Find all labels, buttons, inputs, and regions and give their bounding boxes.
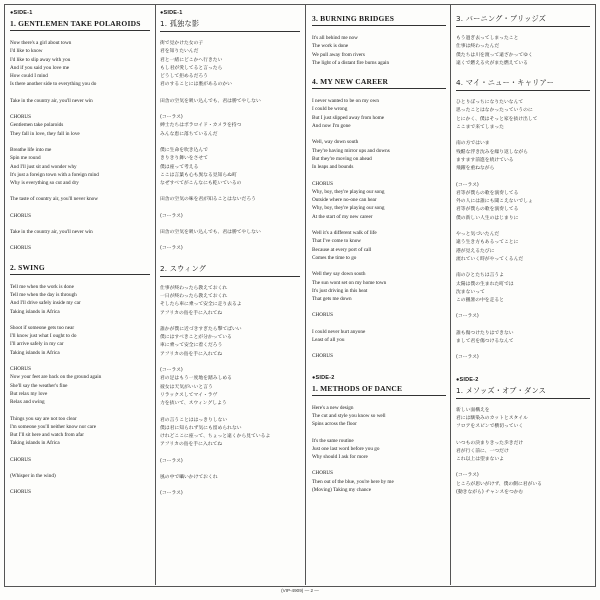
- lyric-line: 田舎の空気の味を君が知ることはないだろう: [160, 197, 256, 203]
- lyric-line: The sun wont set on my home town: [312, 279, 387, 286]
- verse-block: [456, 35, 590, 68]
- lyric-line: Shoot if someone gets too near: [10, 324, 75, 331]
- lyric-line: みんな恵に落ちているんだ: [160, 131, 218, 137]
- lyric-line: I'd like to slip away with you: [10, 56, 71, 63]
- lyric-line: 飛躍を重ねながら: [456, 166, 495, 172]
- song-title: 4. MY NEW CAREER: [312, 77, 446, 89]
- lyric-line: Outside where no-one can hear: [312, 197, 377, 204]
- lyric-line: Breathe life into me: [10, 146, 52, 153]
- lyric-line: And I'll drive safely inside my car: [10, 300, 81, 307]
- side-label: ●SIDE-1: [160, 10, 183, 16]
- lyric-line: Well it's a different walk of life: [312, 230, 377, 237]
- lyric-line: 車に乗って安全に着くだろう: [160, 343, 223, 349]
- song-title: 1. メソッズ・オブ・ダンス: [456, 386, 590, 399]
- column-2-japanese-side-1: [160, 10, 300, 585]
- lyric-line: まして君を傷つけるなんて: [456, 339, 514, 345]
- verse-block: [10, 488, 150, 496]
- lyric-line: And if you said you love me: [10, 64, 70, 71]
- lyric-line: I could never hurt anyone: [312, 328, 366, 335]
- lyric-line: Take in the country air, you'll never win: [10, 229, 93, 236]
- lyric-line: フロアをスピンで横切っていく: [456, 424, 524, 430]
- lyric-line: けれどここに座って、ちょっと遠くから見ているよ: [160, 434, 271, 440]
- verse-block: [160, 229, 300, 237]
- lyric-line: It's the same routine: [312, 437, 354, 444]
- lyric-line: And I'll just sit and wonder why: [10, 163, 77, 170]
- lyric-line: 風の中で囁いかけておくれ: [160, 474, 218, 480]
- column-divider: [450, 4, 451, 585]
- chorus-label: CHORUS: [10, 489, 32, 496]
- lyric-line: 君等が僕らの歌を演奏してる: [456, 190, 519, 196]
- lyric-line: Why should I ask for more: [312, 454, 368, 461]
- lyric-line: I'd like to know: [10, 48, 43, 55]
- side-label: ●SIDE-1: [10, 10, 33, 16]
- lyric-line: 君には馴染みのカットとスタイル: [456, 415, 528, 421]
- lyric-line: 君と一緒にどこかへ行きたい: [160, 57, 223, 63]
- lyric-line: 流れていく時がやってくるんだ: [456, 256, 524, 262]
- verse-block: [456, 330, 590, 347]
- verse-block: [312, 34, 446, 67]
- lyric-line: アフリカの島を手に入れてね: [160, 442, 223, 448]
- lyric-line: Here's a new design: [312, 404, 354, 411]
- chorus-label: (コーラス): [160, 115, 183, 121]
- song-title: 2. SWING: [10, 263, 150, 275]
- chorus-label: (コーラス): [160, 458, 183, 464]
- lyric-line: アフリカの島を手に入れてね: [160, 351, 223, 357]
- lyric-line: Just one last word before you go: [312, 445, 380, 452]
- lyric-line: 力を抜いて、スウィングしよう: [160, 401, 227, 407]
- chorus-label: (コーラス): [456, 182, 479, 188]
- song-title: 4. マイ・ニュー・キャリアー: [456, 78, 590, 91]
- lyric-line: リラックスしてマイ・ラヴ: [160, 392, 218, 398]
- column-divider: [305, 4, 306, 585]
- lyric-line: 港が見えるたびに: [456, 248, 495, 254]
- verse-block: [160, 196, 300, 204]
- verse-block: [10, 39, 150, 89]
- lyric-line: 君を知りたいんだ: [160, 49, 199, 55]
- song-section: [312, 14, 446, 67]
- verse-block: [312, 469, 446, 494]
- verse-block: [10, 324, 150, 357]
- lyric-line: 南のひとたちは言うよ: [456, 273, 504, 279]
- lyric-line: We pull away from rivers: [312, 51, 365, 58]
- song-title: 1. METHODS OF DANCE: [312, 384, 446, 396]
- lyric-line: やっと気づいたんだ: [456, 232, 500, 238]
- lyric-line: Relax and swing: [10, 399, 45, 406]
- lyric-line: もし君が愛してると言ったら: [160, 65, 223, 71]
- verse-block: [312, 270, 446, 303]
- lyric-line: I could be wrong: [312, 106, 348, 113]
- lyric-line: 沈まないって: [456, 289, 485, 295]
- chorus-label: CHORUS: [10, 456, 32, 463]
- lyric-line: 南の方ではいま: [456, 141, 490, 147]
- chorus-label: (コーラス): [160, 246, 183, 252]
- verse-block: [456, 440, 590, 465]
- lyric-line: But they're moving on ahead: [312, 155, 372, 162]
- lyric-line: 僕は君に知られず気にも留められない: [160, 425, 242, 431]
- song-section: [456, 377, 590, 498]
- lyric-line: (Moving) Taking my chance: [312, 486, 372, 493]
- lyric-line: Spin me round: [10, 155, 41, 162]
- verse-block: [10, 228, 150, 236]
- lyric-line: 新しい面構えを: [456, 407, 490, 413]
- lyric-line: That I've come to know: [312, 238, 362, 245]
- chorus-label: (コーラス): [456, 473, 479, 479]
- lyric-line: Then out of the blue, you're here by me: [312, 478, 394, 485]
- verse-block: [456, 99, 590, 132]
- verse-block: [160, 114, 300, 139]
- verse-block: [10, 195, 150, 203]
- lyric-line: In leaps and bounds: [312, 164, 354, 171]
- lyric-line: Spins across the floor: [312, 421, 357, 428]
- chorus-label: CHORUS: [10, 245, 32, 252]
- lyric-line: とにかく、僕はそっと家を抜け出して: [456, 116, 538, 122]
- lyric-line: It's just driving in this heat: [312, 287, 368, 294]
- song-title: 1. 孤独な影: [160, 19, 300, 32]
- verse-block: [160, 474, 300, 482]
- column-3-english: [312, 14, 446, 585]
- lyric-line: 彼女は天気がいいと言う: [160, 384, 213, 390]
- verse-block: [10, 146, 150, 187]
- verse-block: [456, 407, 590, 432]
- verse-block: [312, 97, 446, 130]
- lyric-line: 君のすることには裏があるのかい: [160, 82, 232, 88]
- verse-block: [160, 285, 300, 318]
- lyric-line: 仕事は終わったんだ: [456, 44, 500, 50]
- lyric-line: もう過ぎ去ってしまったこと: [456, 36, 519, 41]
- lyric-line: 田舎の空気を吸い込んでも、君は勝てやしない: [160, 98, 261, 104]
- verse-block: [312, 437, 446, 462]
- verse-block: [10, 212, 150, 220]
- chorus-label: CHORUS: [10, 212, 32, 219]
- side-label: ●SIDE-2: [456, 376, 479, 383]
- lyric-line: 誰かが僕に近づきすぎたら撃てばいい: [160, 326, 242, 332]
- side-label: ●SIDE-2: [312, 374, 335, 381]
- lyric-line: ここまで来てしまった: [456, 125, 504, 131]
- verse-block: [160, 367, 300, 408]
- lyric-line: They fall in love, they fall in love: [10, 130, 80, 137]
- chorus-label: CHORUS: [312, 470, 334, 477]
- verse-block: [160, 40, 300, 90]
- lyric-line: 一日が終わったら教えておくれ: [160, 293, 228, 299]
- lyric-line: Gentlemen take polaroids: [10, 122, 64, 129]
- lyric-line: Comes the time to go: [312, 254, 357, 261]
- verse-block: [456, 272, 590, 305]
- lyric-line: I'll arrive safely in my car: [10, 341, 64, 348]
- column-divider: [155, 4, 156, 585]
- lyric-line: Why is everything so cut and dry: [10, 180, 79, 187]
- chorus-label: CHORUS: [10, 366, 32, 373]
- song-section: [312, 77, 446, 360]
- verse-block: [312, 404, 446, 429]
- lyric-line: 僕は座って考える: [160, 164, 199, 170]
- song-section: [160, 19, 300, 254]
- lyric-line: 君の言うことははっきりしない: [160, 417, 228, 423]
- column-1-english-side-1: [10, 10, 150, 585]
- song-section: [160, 264, 300, 499]
- verse-block: [10, 472, 150, 480]
- verse-block: [456, 231, 590, 264]
- verse-block: [312, 180, 446, 221]
- chorus-label: (コーラス): [160, 213, 183, 219]
- verse-block: [10, 244, 150, 252]
- verse-block: [10, 365, 150, 406]
- lyric-line: Take in the country air, you'll never win: [10, 97, 93, 104]
- song-title: 3. バーニング・ブリッジズ: [456, 14, 590, 27]
- chorus-label: (コーラス): [160, 491, 183, 497]
- lyric-line: 街で見かけた女の子: [160, 41, 204, 46]
- chorus-label: CHORUS: [312, 312, 334, 319]
- lyric-line: I'm someone you'll neither know nor care: [10, 423, 96, 430]
- chorus-label: CHORUS: [312, 353, 334, 360]
- lyric-line: 僕たちは川を渡って遠ざかってゆく: [456, 52, 533, 58]
- song-section: [10, 263, 150, 497]
- lyric-line: Least of all you: [312, 337, 345, 344]
- lyric-line: Now there's a girl about town: [10, 40, 72, 46]
- verse-block: [10, 283, 150, 316]
- lyric-line: 外の人には誰にも聞こえないでしょ: [456, 199, 533, 205]
- verse-block: [312, 138, 446, 171]
- song-section: [456, 78, 590, 362]
- lyric-line: ますます前進を続けている: [456, 157, 514, 163]
- lyric-line: どうして拒めるだろう: [160, 74, 208, 80]
- lyric-line: アフリカの島を手に入れてね: [160, 310, 223, 316]
- lyric-line: ひとりぼっちになりたいなんて: [456, 100, 524, 106]
- lyric-line: 君の足はもう一度地を踏みしめる: [160, 376, 232, 382]
- lyric-line: Because at every port of call: [312, 246, 372, 253]
- lyric-line: But relax my love: [10, 390, 48, 397]
- lyric-line: How could I mind: [10, 73, 48, 80]
- verse-block: [456, 472, 590, 497]
- lyric-line: (動きながら) チャンスをつかむ: [456, 489, 524, 495]
- lyric-line: 田舎の空気を吸い込んでも、君は勝てやしない: [160, 230, 261, 236]
- song-section: [456, 14, 590, 68]
- chorus-label: CHORUS: [312, 180, 334, 187]
- song-title: 1. GENTLEMEN TAKE POLAROIDS: [10, 19, 150, 31]
- lyric-line: She'll say the weather's fine: [10, 382, 68, 389]
- lyric-line: (Whisper in the wind): [10, 472, 56, 479]
- verse-block: [160, 98, 300, 106]
- lyric-line: 違う生き方もあるってことに: [456, 240, 519, 246]
- song-title: 3. BURNING BRIDGES: [312, 14, 446, 26]
- lyric-line: At the start of my new career: [312, 213, 373, 220]
- chorus-label: (コーラス): [456, 355, 479, 361]
- lyric-line: 誰も傷つけたりはできない: [456, 330, 514, 336]
- verse-block: [312, 352, 446, 360]
- lyric-line: いつもの決まりきった歩きだけ: [456, 440, 524, 446]
- verse-block: [160, 458, 300, 466]
- verse-block: [160, 213, 300, 221]
- lyric-line: It's just a foreign town with a foreign mind: [10, 171, 99, 178]
- verse-block: [160, 245, 300, 253]
- lyric-line: 君が行く前に、一つだけ: [456, 448, 509, 454]
- lyric-line: Now your feet are back on the ground again: [10, 374, 102, 381]
- lyric-line: 君等が僕らの歌を演奏してる: [456, 207, 519, 213]
- lyric-line: 仕事が終わったら教えておくれ: [160, 285, 228, 291]
- song-section: [10, 19, 150, 253]
- chorus-label: (コーラス): [160, 368, 183, 374]
- lyric-line: Is there another side to everything you do: [10, 81, 97, 88]
- lyric-line: But I'll sit here and watch from afar: [10, 432, 84, 439]
- lyric-line: きりきり舞いをさせて: [160, 156, 208, 162]
- lyric-line: Tell me when the work is done: [10, 283, 74, 290]
- verse-block: [160, 417, 300, 450]
- song-title: 2. スウィング: [160, 264, 300, 277]
- verse-block: [312, 311, 446, 319]
- verse-block: [10, 113, 150, 138]
- verse-block: [160, 490, 300, 498]
- lyric-line: The cut and style you know so well: [312, 412, 386, 419]
- lyric-line: I never wanted to be on my own: [312, 98, 379, 105]
- lyric-line: 思ったことはなかったっていうのに: [456, 108, 533, 114]
- lyric-line: Taking islands in Africa: [10, 349, 60, 356]
- song-section: [312, 375, 446, 495]
- verse-block: [456, 182, 590, 223]
- lyric-line: 遠くで燃える火がまた燃えている: [456, 60, 528, 66]
- lyric-line: The taste of country air, you'll never know: [10, 196, 99, 203]
- lyric-line: Why, boy, they're playing our song: [312, 188, 385, 195]
- verse-block: [10, 456, 150, 464]
- lyric-line: そしたら車に乗って安全に走り去るよ: [160, 302, 242, 308]
- verse-block: [160, 147, 300, 188]
- lyric-line: It's all behind me now: [312, 35, 358, 41]
- lyric-line: ここは言葉も心も異なる見知らぬ町: [160, 172, 237, 178]
- lyric-line: ところが思いがけず、僕の側に君がいる: [456, 481, 542, 487]
- lyric-line: この猦暑の中を走ると: [456, 298, 504, 304]
- lyric-line: Things you say are not too clear: [10, 415, 77, 422]
- lyric-line: Well they say down south: [312, 271, 366, 278]
- verse-block: [456, 313, 590, 321]
- lyric-line: 太陽は僕の生まれた町では: [456, 281, 514, 287]
- verse-block: [10, 97, 150, 105]
- verse-block: [456, 354, 590, 362]
- lyric-line: これ以上は望まないよ: [456, 457, 504, 463]
- lyric-line: And now I'm gone: [312, 123, 351, 130]
- lyric-line: The light of a distant fire burns again: [312, 59, 390, 66]
- lyric-line: Taking islands in Africa: [10, 308, 60, 315]
- verse-block: [10, 415, 150, 448]
- lyric-line: 僕にはすべきことが分かっている: [160, 335, 232, 341]
- chorus-label: CHORUS: [10, 114, 32, 121]
- lyric-line: 紳士たちはポラロイド・カメラを持つ: [160, 123, 242, 129]
- verse-block: [312, 229, 446, 262]
- lyric-line: But I just slipped away from home: [312, 114, 385, 121]
- lyric-line: That gets me down: [312, 296, 352, 303]
- lyric-line: Tell me when the day is through: [10, 291, 77, 298]
- lyric-line: The work is done: [312, 43, 349, 50]
- lyric-line: I'll know just what I ought to do: [10, 333, 77, 340]
- lyric-line: なぜすべてがこんなにも乾いているの: [160, 181, 242, 187]
- lyric-line: 僕の新しい人生のはじまりに: [456, 215, 519, 221]
- lyric-line: Well, way down south: [312, 139, 359, 146]
- catalog-footer: (VIP-4909) — 2 —: [281, 588, 319, 593]
- column-4-japanese: [456, 14, 590, 585]
- lyric-line: They're having mirror ups and downs: [312, 147, 390, 154]
- lyric-line: Taking islands in Africa: [10, 440, 60, 447]
- chorus-label: (コーラス): [456, 314, 479, 320]
- lyric-line: Why, boy, they're playing our song: [312, 205, 385, 212]
- lyric-line: 残酷な浮き沈みを繰り返しながら: [456, 149, 528, 155]
- lyric-line: 僕に生命を吹き込んで: [160, 147, 208, 153]
- verse-block: [160, 326, 300, 359]
- verse-block: [456, 140, 590, 173]
- verse-block: [312, 328, 446, 345]
